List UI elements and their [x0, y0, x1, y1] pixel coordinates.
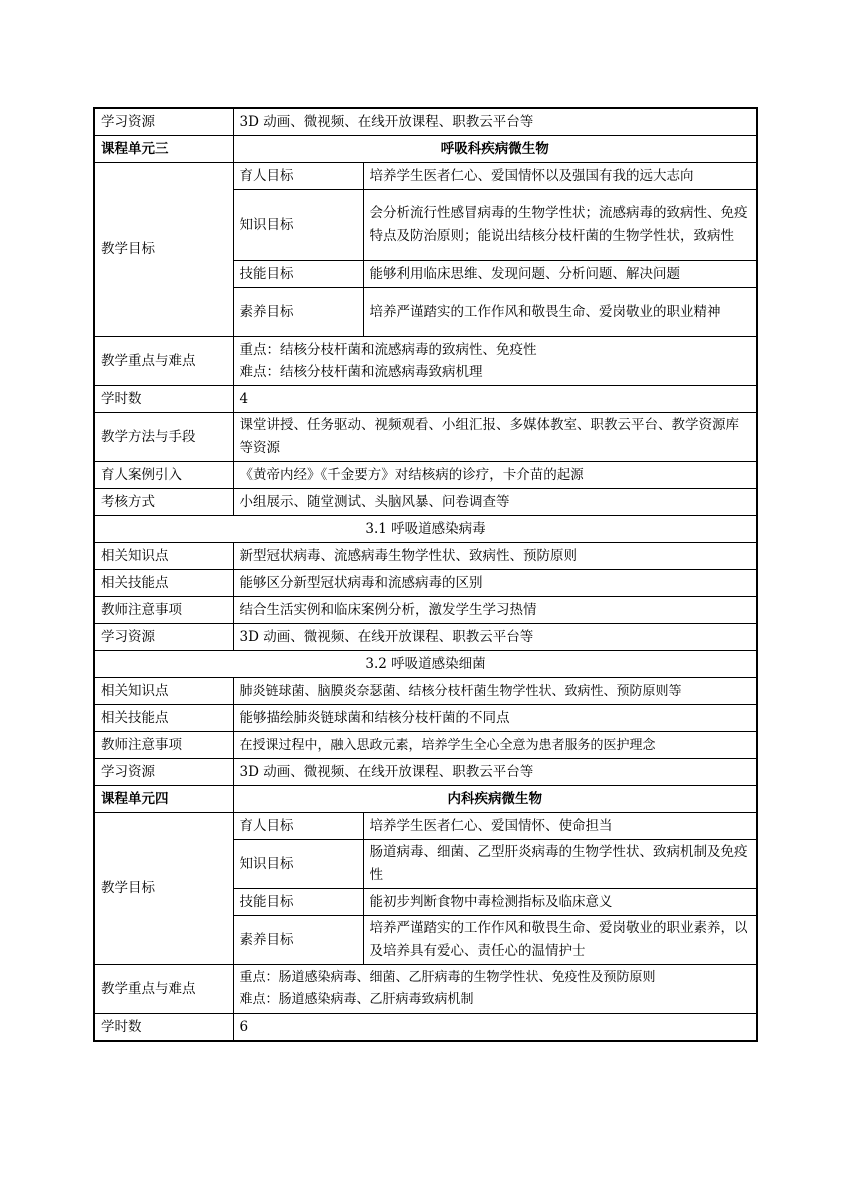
table-row — [94, 386, 757, 413]
goal-value: 培养严谨踏实的工作作风和敬畏生命、爱岗敬业的职业素养，以及培养具有爱心、责任心的温情护士 — [363, 916, 757, 965]
key-point: 重点：结核分枝杆菌和流感病毒的致病性、免疫性 — [239, 342, 537, 358]
section-header-row — [94, 651, 757, 678]
row-label: 学习资源 — [94, 108, 233, 136]
row-value: 新型冠状病毒、流感病毒生物学性状、致病性、预防原则 — [233, 543, 757, 570]
table-row — [94, 732, 757, 759]
goals-label: 教学目标 — [94, 163, 233, 337]
row-value: 在授课过程中，融入思政元素，培养学生全心全意为患者服务的医护理念 — [233, 732, 757, 759]
goal-label: 育人目标 — [233, 163, 363, 190]
goal-value: 培养学生医者仁心、爱国情怀以及强国有我的远大志向 — [363, 163, 757, 190]
goal-value: 能初步判断食物中毒检测指标及临床意义 — [363, 889, 757, 916]
section-title: 3.1 呼吸道感染病毒 — [94, 516, 757, 543]
section-header-row — [94, 516, 757, 543]
table-row — [94, 597, 757, 624]
row-label: 教师注意事项 — [94, 732, 233, 759]
method-label: 教学方法与手段 — [94, 413, 233, 462]
case-label: 育人案例引入 — [94, 462, 233, 489]
table-row — [94, 163, 757, 190]
table-row — [94, 705, 757, 732]
difficulty-point: 难点：结核分枝杆菌和流感病毒致病机理 — [239, 364, 483, 380]
unit-label: 课程单元三 — [94, 136, 233, 163]
row-label: 相关知识点 — [94, 543, 233, 570]
curriculum-table — [93, 107, 758, 1042]
table-row — [94, 570, 757, 597]
goal-value: 培养学生医者仁心、爱国情怀、使命担当 — [363, 813, 757, 840]
goal-value: 会分析流行性感冒病毒的生物学性状；流感病毒的致病性、免疫特点及防治原则；能说出结核分枝杆菌的生物学性状，致病性 — [363, 190, 757, 261]
goal-value: 肠道病毒、细菌、乙型肝炎病毒的生物学性状、致病机制及免疫性 — [363, 840, 757, 889]
row-label: 学习资源 — [94, 624, 233, 651]
assess-value: 小组展示、随堂测试、头脑风暴、问卷调查等 — [233, 489, 757, 516]
unit-header-row — [94, 786, 757, 813]
goal-label: 素养目标 — [233, 916, 363, 965]
row-label: 相关技能点 — [94, 570, 233, 597]
hours-label: 学时数 — [94, 386, 233, 413]
row-value: 能够区分新型冠状病毒和流感病毒的区别 — [233, 570, 757, 597]
key-value — [233, 965, 757, 1014]
key-value — [233, 337, 757, 386]
unit-label: 课程单元四 — [94, 786, 233, 813]
key-label: 教学重点与难点 — [94, 337, 233, 386]
table-row — [94, 759, 757, 786]
row-value: 3D 动画、微视频、在线开放课程、职教云平台等 — [233, 624, 757, 651]
key-point: 重点：肠道感染病毒、细菌、乙肝病毒的生物学性状、免疫性及预防原则 — [239, 970, 656, 985]
table-row — [94, 108, 757, 136]
row-value: 3D 动画、微视频、在线开放课程、职教云平台等 — [233, 108, 757, 136]
table-row — [94, 337, 757, 386]
goal-label: 素养目标 — [233, 288, 363, 337]
table-row — [94, 543, 757, 570]
row-value: 能够描绘肺炎链球菌和结核分枝杆菌的不同点 — [233, 705, 757, 732]
row-label: 教师注意事项 — [94, 597, 233, 624]
unit-title: 内科疾病微生物 — [233, 786, 757, 813]
hours-label: 学时数 — [94, 1014, 233, 1042]
goal-label: 知识目标 — [233, 190, 363, 261]
section-title: 3.2 呼吸道感染细菌 — [94, 651, 757, 678]
goal-label: 育人目标 — [233, 813, 363, 840]
row-value: 肺炎链球菌、脑膜炎奈瑟菌、结核分枝杆菌生物学性状、致病性、预防原则等 — [233, 678, 757, 705]
method-value: 课堂讲授、任务驱动、视频观看、小组汇报、多媒体教室、职教云平台、教学资源库等资源 — [233, 413, 757, 462]
table-row — [94, 813, 757, 840]
row-label: 相关知识点 — [94, 678, 233, 705]
row-label: 相关技能点 — [94, 705, 233, 732]
table-row — [94, 413, 757, 462]
row-value: 结合生活实例和临床案例分析，激发学生学习热情 — [233, 597, 757, 624]
hours-value: 6 — [233, 1014, 757, 1042]
goal-label: 技能目标 — [233, 889, 363, 916]
table-row — [94, 462, 757, 489]
case-value: 《黄帝内经》《千金要方》对结核病的诊疗，卡介苗的起源 — [233, 462, 757, 489]
table-row — [94, 489, 757, 516]
table-row — [94, 624, 757, 651]
unit-header-row — [94, 136, 757, 163]
assess-label: 考核方式 — [94, 489, 233, 516]
table-row — [94, 965, 757, 1014]
row-value: 3D 动画、微视频、在线开放课程、职教云平台等 — [233, 759, 757, 786]
hours-value: 4 — [233, 386, 757, 413]
unit-title: 呼吸科疾病微生物 — [233, 136, 757, 163]
key-label: 教学重点与难点 — [94, 965, 233, 1014]
difficulty-point: 难点：肠道感染病毒、乙肝病毒致病机制 — [239, 992, 474, 1007]
goal-label: 知识目标 — [233, 840, 363, 889]
goal-value: 能够利用临床思维、发现问题、分析问题、解决问题 — [363, 261, 757, 288]
row-label: 学习资源 — [94, 759, 233, 786]
goal-value: 培养严谨踏实的工作作风和敬畏生命、爱岗敬业的职业精神 — [363, 288, 757, 337]
goals-label: 教学目标 — [94, 813, 233, 965]
goal-label: 技能目标 — [233, 261, 363, 288]
table-row — [94, 678, 757, 705]
table-row — [94, 1014, 757, 1042]
